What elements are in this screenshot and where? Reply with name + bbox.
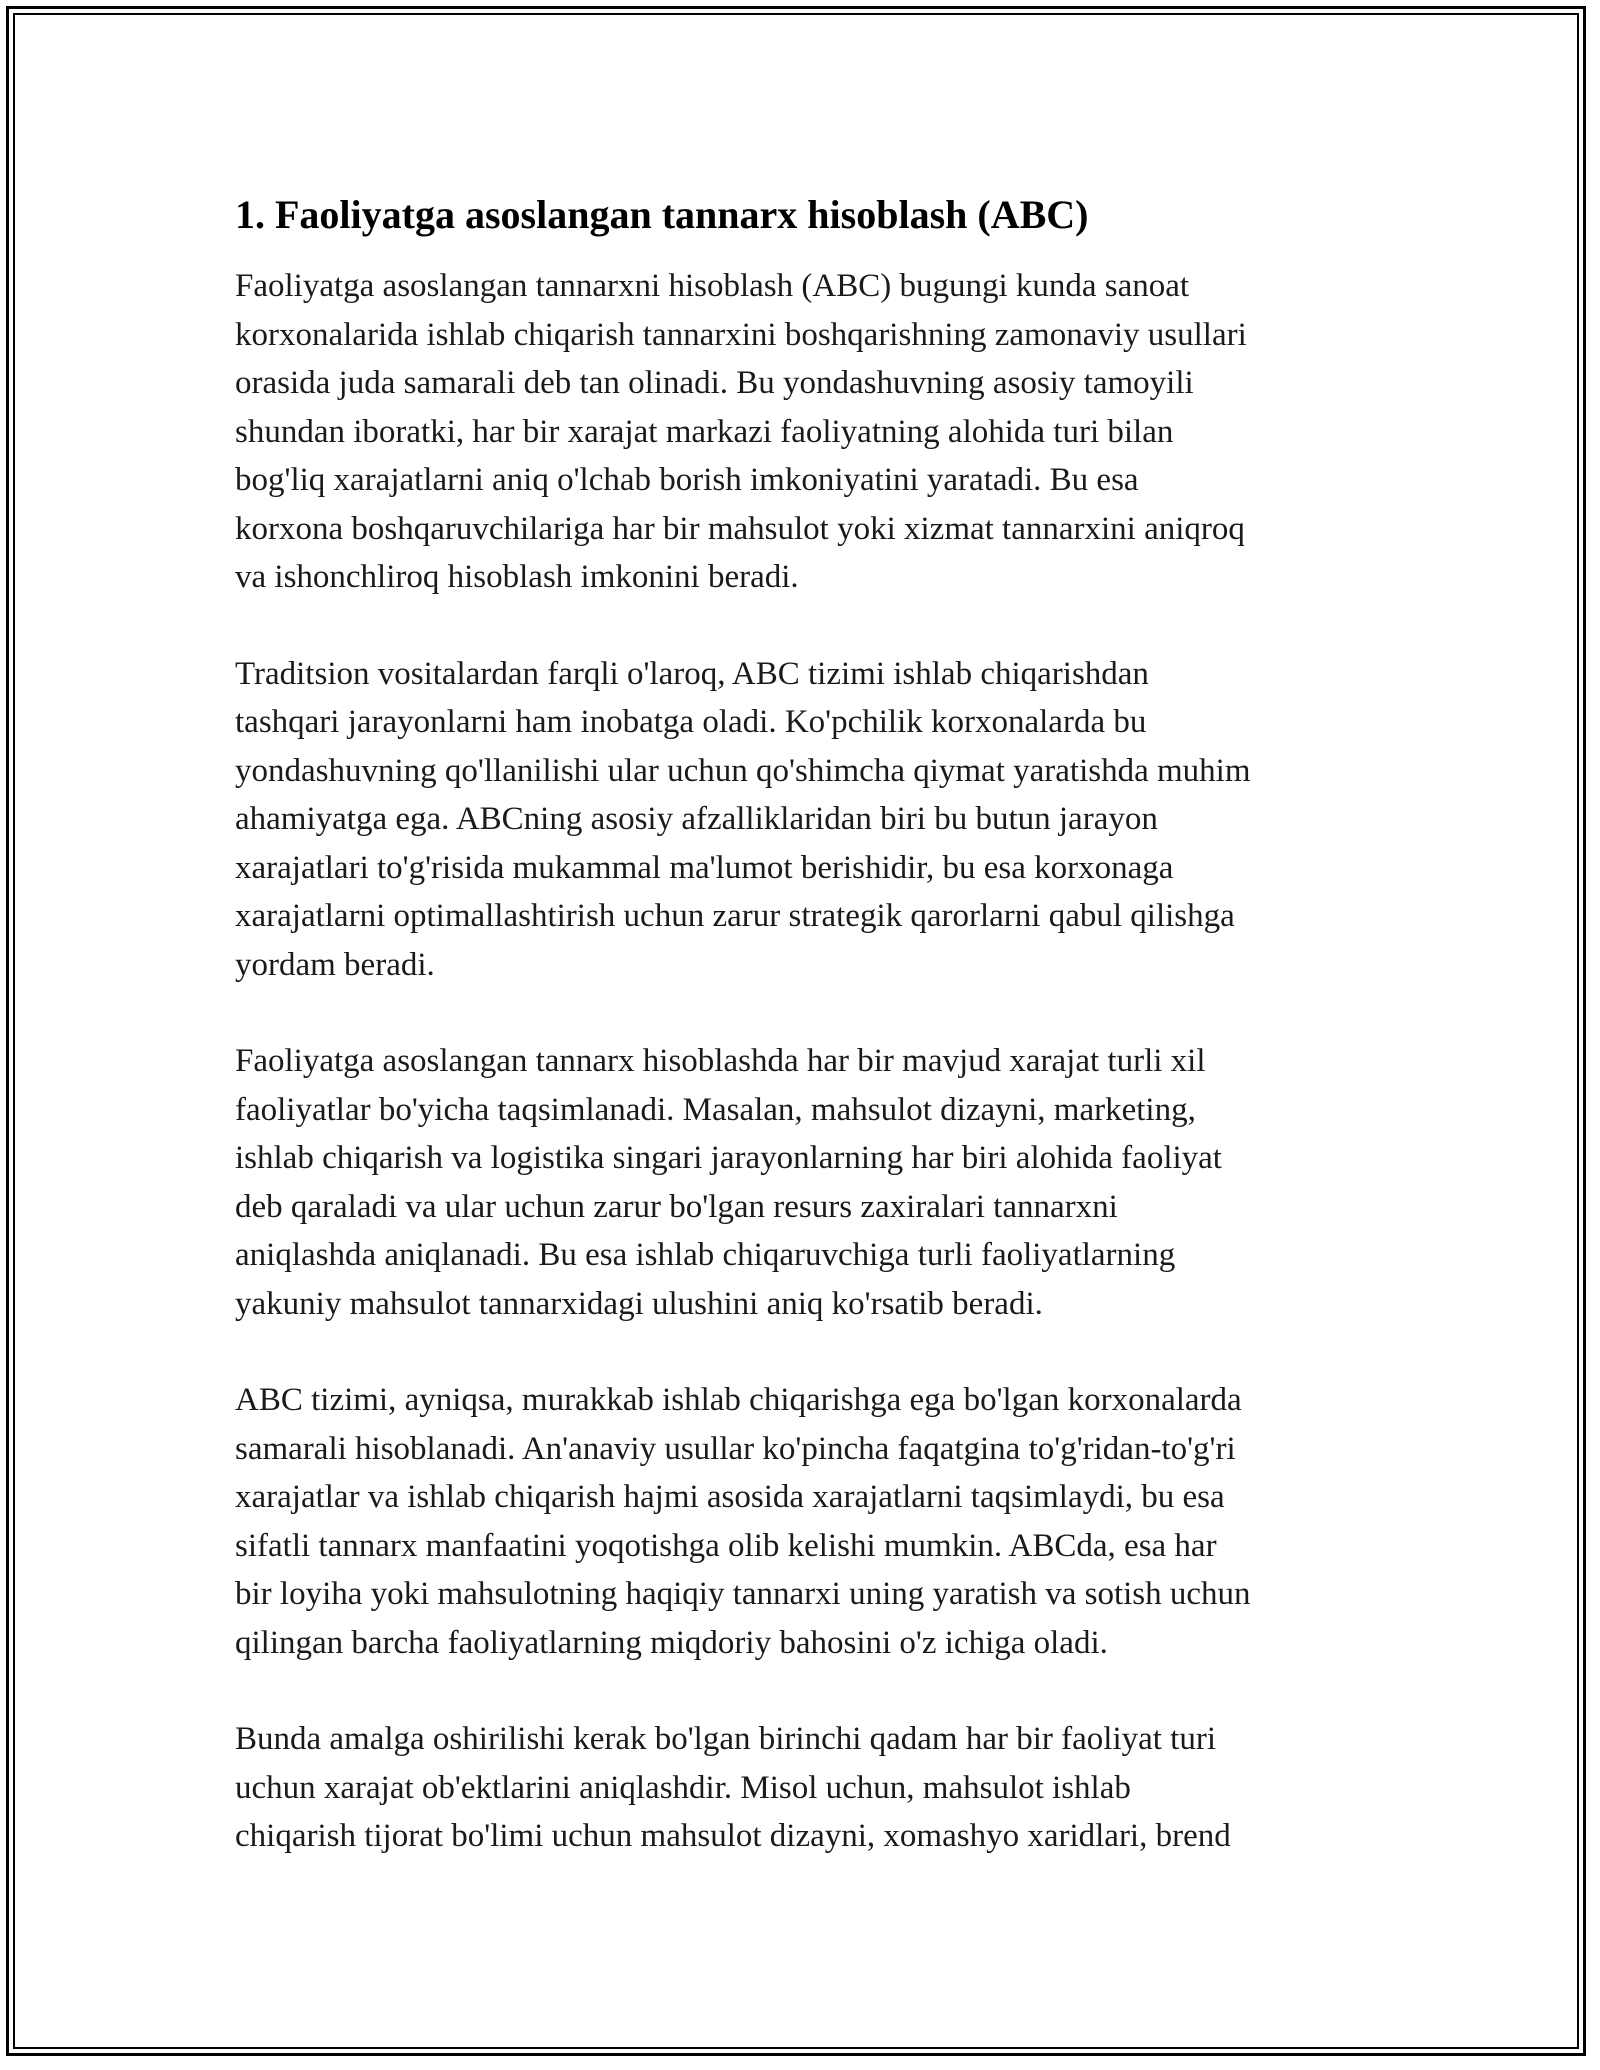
paragraph-line: samarali hisoblanadi. An'anaviy usullar ko'pincha faqatgina to'g'ridan-to'g'ri — [235, 1430, 1236, 1467]
paragraph-line: yakuniy mahsulot tannarxidagi ulushini aniq ko'rsatib beradi. — [235, 1285, 1043, 1322]
paragraph-line: sifatli tannarx manfaatini yoqotishga olib kelishi mumkin. ABCda, esa har — [235, 1527, 1217, 1564]
paragraph-line: chiqarish tijorat bo'limi uchun mahsulot dizayni, xomashyo xaridlari, brend — [235, 1818, 1231, 1854]
paragraph-line: orasida juda samarali deb tan olinadi. Bu yondashuvning asosiy tamoyili — [235, 365, 1194, 401]
paragraph-line: bog'liq xarajatlarni aniq o'lchab borish imkoniyatini yaratadi. Bu esa — [235, 462, 1139, 498]
paragraph-list — [235, 262, 1385, 1861]
paragraph-line: korxona boshqaruvchilariga har bir mahsulot yoki xizmat tannarxini aniqroq — [235, 510, 1245, 547]
paragraph-line: ahamiyatga ega. ABCning asosiy afzalliklaridan biri bu butun jarayon — [235, 801, 1158, 837]
paragraph-line: yordam beradi. — [235, 946, 435, 983]
paragraph-line: shundan iboratki, har bir xarajat markazi faoliyatning alohida turi bilan — [235, 413, 1174, 450]
section-heading: 1. Faoliyatga asoslangan tannarx hisoblash (ABC) — [235, 192, 1089, 237]
paragraph-line: Faoliyatga asoslangan tannarxni hisoblash (ABC) bugungi kunda sanoat — [235, 268, 1190, 304]
paragraph-line: yondashuvning qo'llanilishi ular uchun qo'shimcha qiymat yaratishda muhim — [235, 752, 1251, 789]
paragraph-line: deb qaraladi va ular uchun zarur bo'lgan resurs zaxiralari tannarxni — [235, 1188, 1118, 1225]
paragraph-line: Faoliyatga asoslangan tannarx hisoblashda har bir mavjud xarajat turli xil — [235, 1043, 1206, 1079]
paragraph-line: tashqari jarayonlarni ham inobatga oladi. Ko'pchilik korxonalarda bu — [235, 704, 1147, 740]
paragraph-line: qilingan barcha faoliyatlarning miqdoriy bahosini o'z ichiga oladi. — [235, 1624, 1108, 1661]
paragraph-line: Bunda amalga oshirilishi kerak bo'lgan birinchi qadam har bir faoliyat turi — [235, 1721, 1217, 1757]
paragraph-line: korxonalarida ishlab chiqarish tannarxini boshqarishning zamonaviy usullari — [235, 316, 1247, 353]
paragraph-line: Traditsion vositalardan farqli o'laroq, ABC tizimi ishlab chiqarishdan — [235, 655, 1149, 692]
paragraph-line: aniqlashda aniqlanadi. Bu esa ishlab chiqaruvchiga turli faoliyatlarning — [235, 1237, 1176, 1273]
paragraph — [235, 1376, 1385, 1667]
paragraph-line: bir loyiha yoki mahsulotning haqiqiy tannarxi uning yaratish va sotish uchun — [235, 1576, 1251, 1612]
paragraph-line: ishlab chiqarish va logistika singari jarayonlarning har biri alohida faoliyat — [235, 1140, 1222, 1176]
paragraph — [235, 1715, 1385, 1861]
paragraph — [235, 1037, 1385, 1328]
paragraph-line: va ishonchliroq hisoblash imkonini beradi. — [235, 559, 799, 595]
paragraph — [235, 262, 1385, 602]
paragraph-line: xarajatlarni optimallashtirish uchun zarur strategik qarorlarni qabul qilishga — [235, 898, 1235, 934]
document-body — [235, 190, 1385, 1909]
paragraph-line: ABC tizimi, ayniqsa, murakkab ishlab chiqarishga ega bo'lgan korxonalarda — [235, 1382, 1242, 1418]
paragraph — [235, 650, 1385, 990]
paragraph-line: xarajatlar va ishlab chiqarish hajmi asosida xarajatlarni taqsimlaydi, bu esa — [235, 1479, 1225, 1515]
paragraph-line: uchun xarajat ob'ektlarini aniqlashdir. Misol uchun, mahsulot ishlab — [235, 1769, 1131, 1806]
paragraph-line: xarajatlari to'g'risida mukammal ma'lumot berishidir, bu esa korxonaga — [235, 849, 1174, 886]
paragraph-line: faoliyatlar bo'yicha taqsimlanadi. Masalan, mahsulot dizayni, marketing, — [235, 1091, 1196, 1128]
